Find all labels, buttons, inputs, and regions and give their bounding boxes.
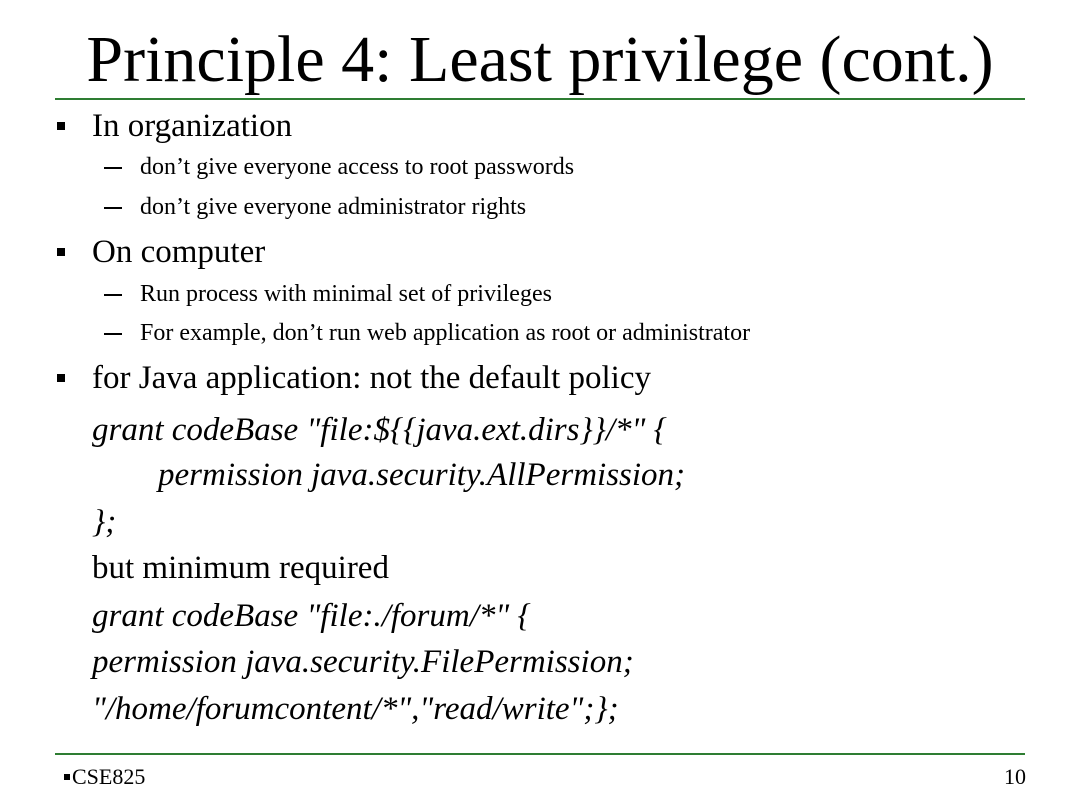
code-line-file-permission: permission java.security.FilePermission;	[92, 644, 634, 680]
sub-bullet-dash	[104, 207, 122, 209]
code-line-default-close: };	[92, 504, 117, 540]
code-line-default-grant: grant codeBase "file:${{java.ext.dirs}}/*" {	[92, 412, 667, 448]
footer-divider	[55, 753, 1025, 755]
bullet-marker	[57, 248, 65, 256]
bullet-java-application: for Java application: not the default policy	[92, 360, 651, 396]
bullet-marker	[57, 122, 65, 130]
slide-title: Principle 4: Least privilege (cont.)	[86, 23, 994, 96]
footer-course-label: CSE825	[72, 764, 146, 789]
footer-bullet-marker	[64, 774, 70, 780]
bullet-organization: In organization	[92, 108, 293, 144]
code-line-minimal-grant: grant codeBase "file:./forum/*" {	[92, 598, 531, 634]
sub-bullet-web-application: For example, don’t run web application as root or administrator	[140, 320, 751, 346]
code-line-all-permission: permission java.security.AllPermission;	[158, 457, 686, 493]
sub-bullet-minimal-privileges: Run process with minimal set of privileges	[140, 281, 552, 307]
code-line-read-write: "/home/forumcontent/*","read/write";};	[92, 691, 619, 727]
bullet-on-computer: On computer	[92, 234, 266, 270]
footer-course	[64, 763, 145, 791]
sub-bullet-dash	[104, 333, 122, 335]
transition-text: but minimum required	[92, 550, 389, 586]
footer-page-number: 10	[1004, 764, 1026, 789]
bullet-marker	[57, 374, 65, 382]
sub-bullet-root-passwords: don’t give everyone access to root passwords	[140, 154, 575, 180]
title-divider	[55, 98, 1025, 100]
sub-bullet-admin-rights: don’t give everyone administrator rights	[140, 194, 527, 220]
sub-bullet-dash	[104, 294, 122, 296]
sub-bullet-dash	[104, 167, 122, 169]
